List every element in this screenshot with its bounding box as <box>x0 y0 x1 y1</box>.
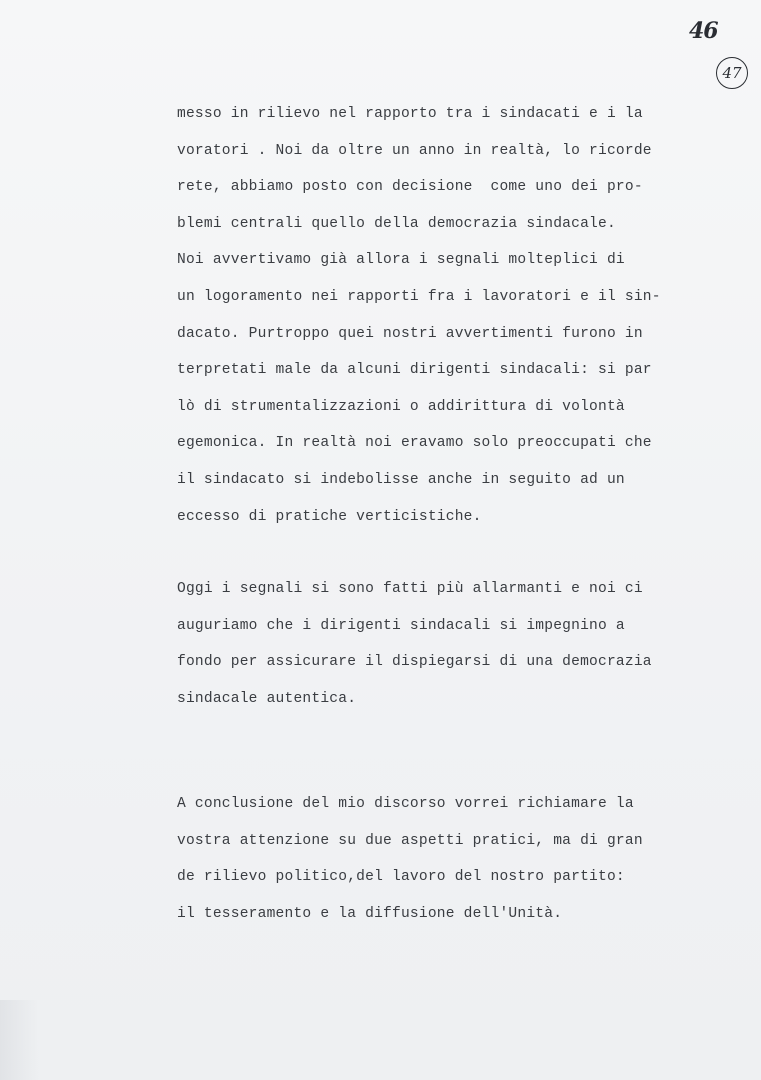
text-line: A conclusione del mio discorso vorrei richiamare la <box>177 796 634 812</box>
text-line: terpretati male da alcuni dirigenti sindacali: si par <box>177 362 652 379</box>
text-line: messo in rilievo nel rapporto tra i sindacati e i la <box>177 106 643 122</box>
text-line: eccesso di pratiche verticistiche. <box>177 508 482 525</box>
text-line: de rilievo politico,del lavoro del nostro partito: <box>177 869 625 886</box>
paragraph-conclusion <box>177 786 643 932</box>
text-line: voratori . Noi da oltre un anno in realtà, lo ricorde <box>177 142 652 159</box>
text-line: blemi centrali quello della democrazia sindacale. <box>177 215 616 232</box>
text-line: Oggi i segnali si sono fatti più allarmanti e noi ci <box>177 581 643 597</box>
text-line: rete, abbiamo posto con decisione come uno dei pro- <box>177 179 643 196</box>
text-line: il sindacato si indebolisse anche in seguito ad un <box>177 471 625 488</box>
text-line: sindacale autentica. <box>177 690 357 707</box>
scan-shadow <box>0 1000 40 1080</box>
text-line: auguriamo che i dirigenti sindacali si impegnino a <box>177 617 625 634</box>
text-line: Noi avvertivamo già allora i segnali molteplici di <box>177 252 625 269</box>
text-line: un logoramento nei rapporti fra i lavoratori e il sin- <box>177 288 661 305</box>
text-line: lò di strumentalizzazioni o addirittura di volontà <box>177 398 625 415</box>
text-line: dacato. Purtroppo quei nostri avvertimenti furono in <box>177 325 643 342</box>
handwritten-page-number: 46 <box>689 18 718 44</box>
text-line: vostra attenzione su due aspetti pratici, ma di gran <box>177 832 643 849</box>
text-line: il tesseramento e la diffusione dell'Unità. <box>177 905 563 922</box>
circled-page-number: 47 <box>716 57 748 89</box>
paragraph-union-democracy <box>177 96 661 535</box>
text-line: fondo per assicurare il dispiegarsi di una democrazia <box>177 654 652 671</box>
text-line: egemonica. In realtà noi eravamo solo preoccupati che <box>177 435 652 452</box>
paragraph-alarming-signals <box>177 571 652 717</box>
